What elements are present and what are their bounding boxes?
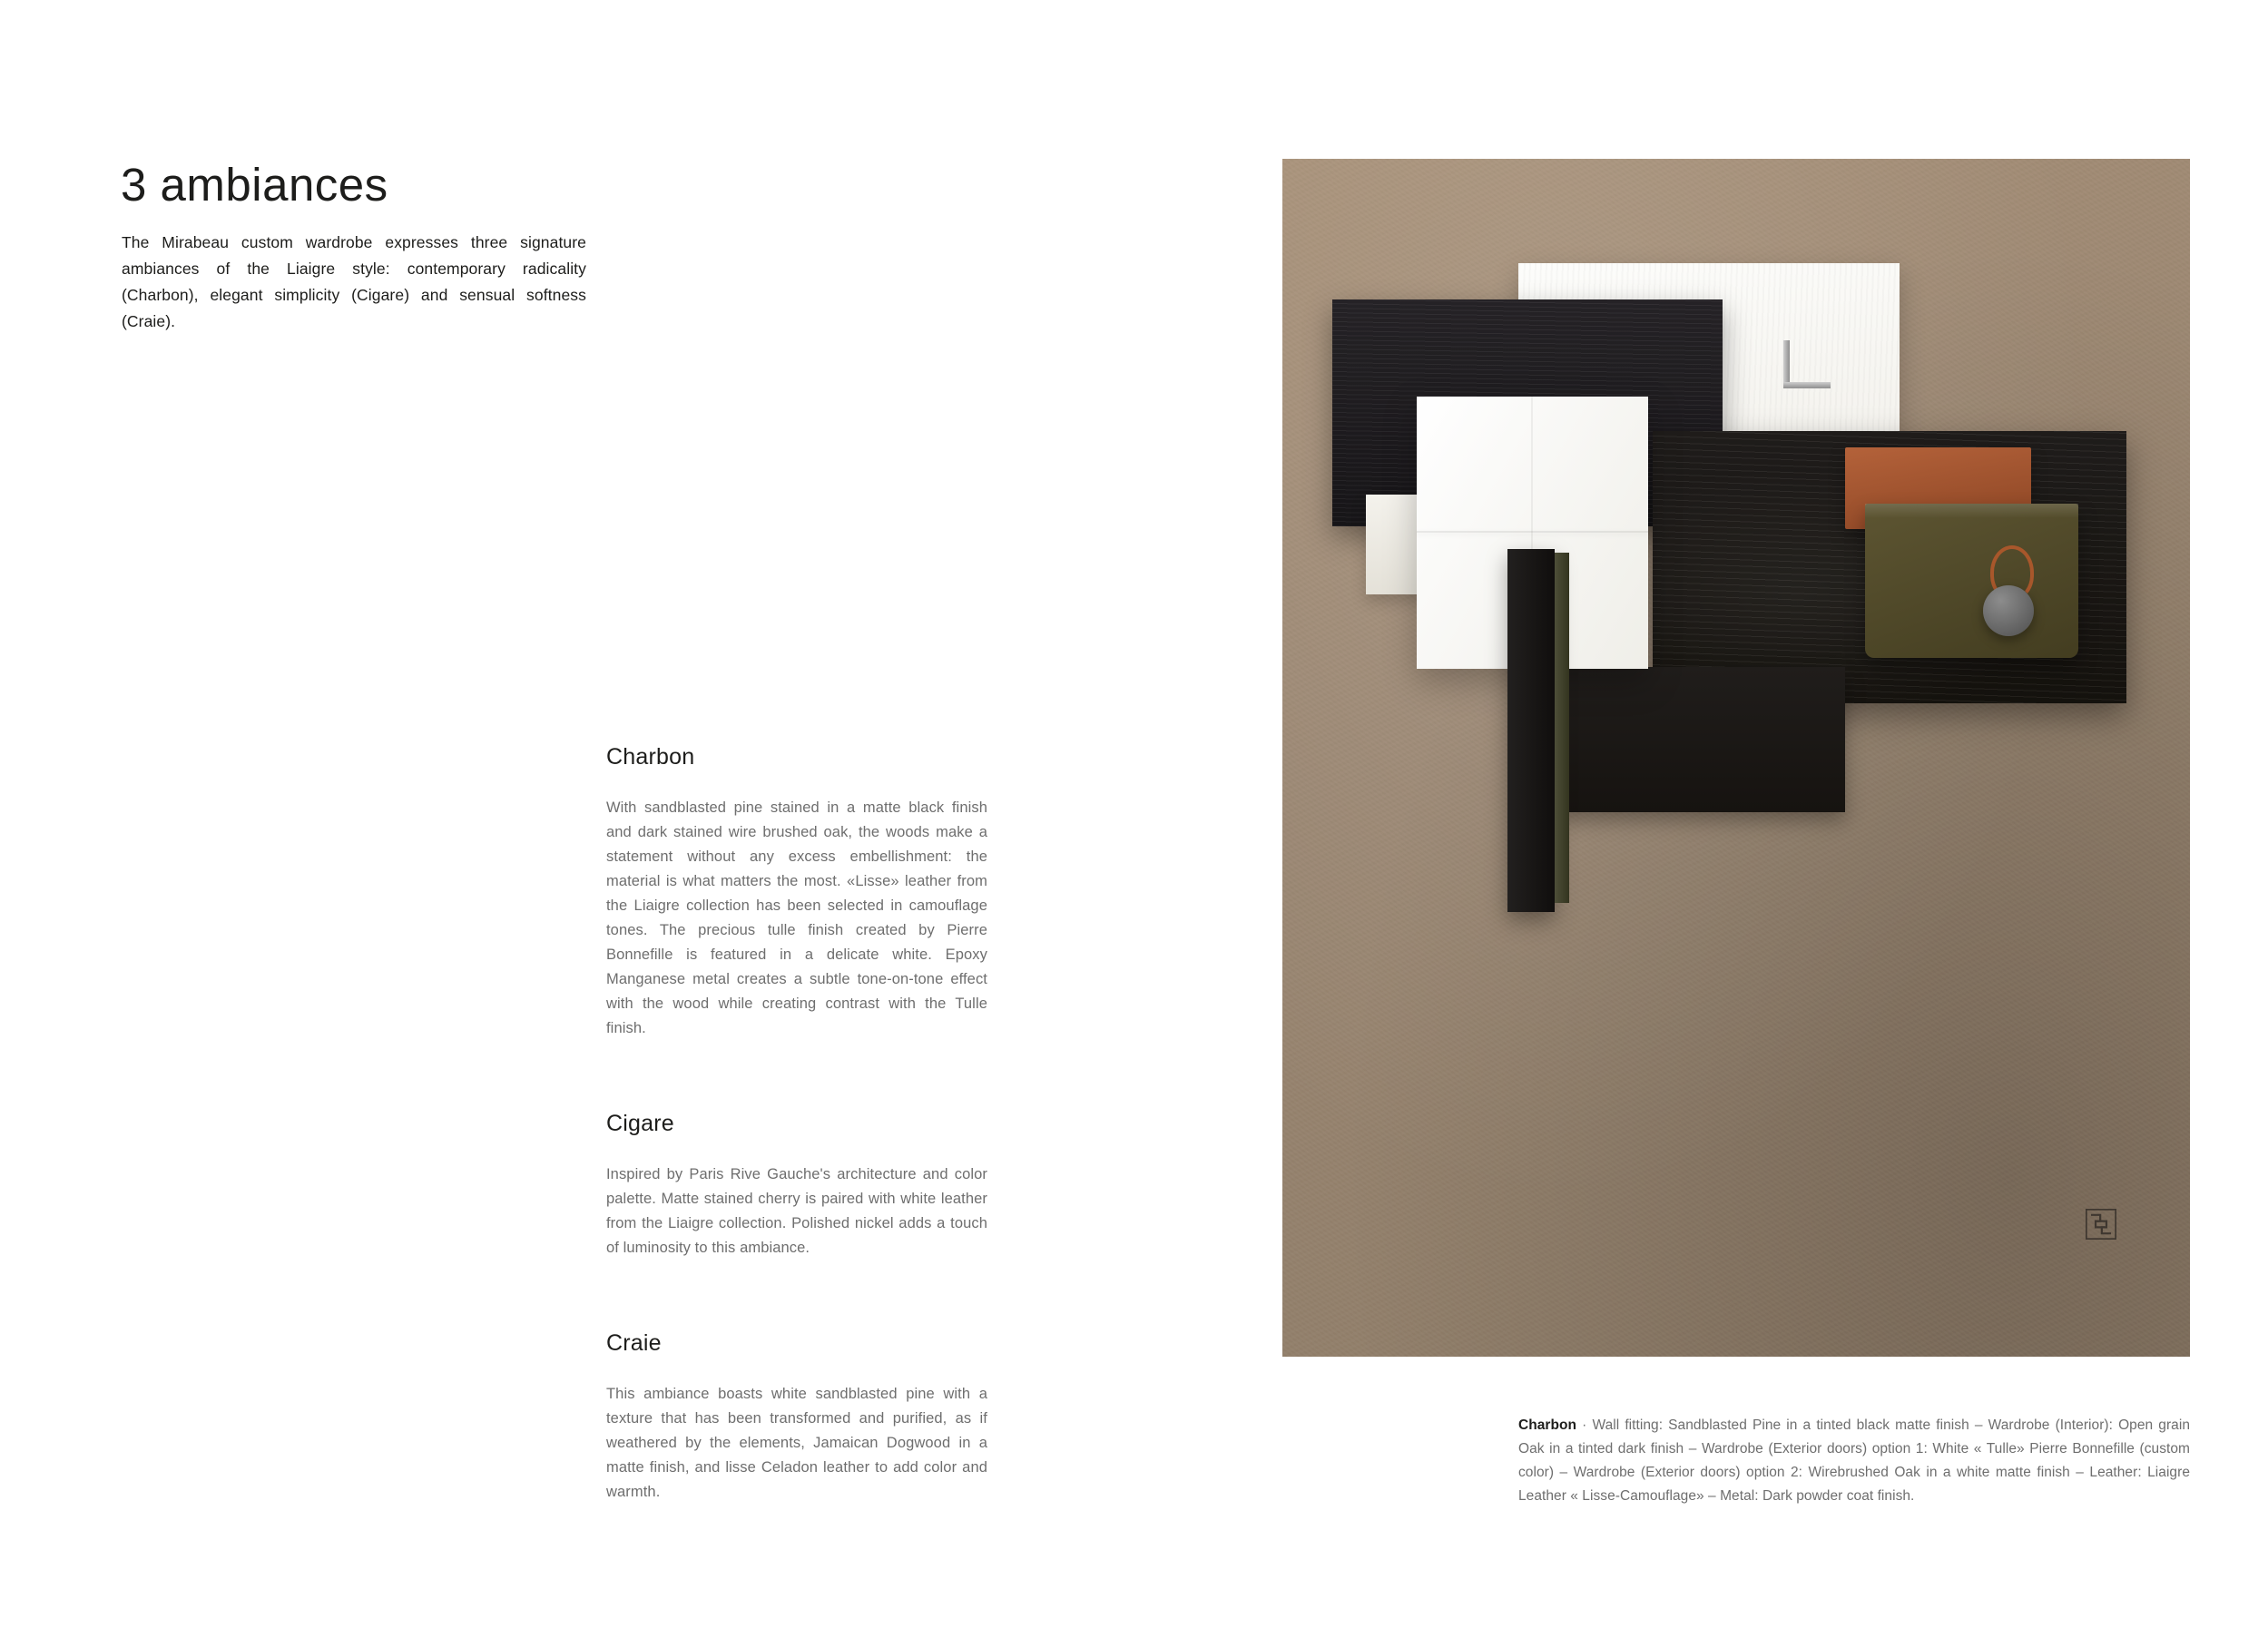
photo-caption-text: · Wall fitting: Sandblasted Pine in a tinted black matte finish – Wardrobe (Interior): Open grain Oak in a tinted dark finish – Wardrobe (Exterior doors) option 1: White « Tulle» Pierre Bonnefille (custom color) – Wardrobe (Exterior doors) option 2: Wirebrushed Oak in a white matte finish – Leather: Liaigre Leather « Lisse-Camouflage» – Metal: Dark powder coat finish. [1518,1417,2190,1504]
metal-tag-disc [1983,585,2034,636]
liaigre-logo-stamp-icon [2086,1209,2116,1240]
ambiance-block-craie [606,1330,987,1520]
ambiance-body-cigare: Inspired by Paris Rive Gauche's architecture and color palette. Matte stained cherry is paired with white leather from the Liaigre collection. Polished nickel adds a touch of luminosity to this ambiance. [606,1166,987,1256]
photo-caption [1518,1414,2190,1508]
swatch-pine-lower-edge [1555,667,1845,812]
metal-bracket-icon-horizontal [1783,382,1831,388]
ambiance-body-craie: This ambiance boasts white sandblasted pine with a texture that has been transformed and purified, as if weathered by the elements, Jamaican Dogwood in a matte finish, and lisse Celadon leather to add color and warmth. [606,1386,987,1500]
photo-caption-label: Charbon [1518,1417,1577,1433]
swatch-camouflage-leather [1865,504,2078,658]
swatch-olive-batten-edge [1555,553,1569,903]
metal-bracket-icon-vertical [1783,340,1790,387]
page-title: 3 ambiances [121,159,388,211]
material-moodboard-image [1282,159,2190,1357]
ambiance-title-craie: Craie [606,1330,662,1356]
intro-paragraph: The Mirabeau custom wardrobe expresses three signature ambiances of the Liaigre style: contemporary radicality (Charbon), elegant simplicity (Cigare) and sensual softness (Craie). [122,232,586,330]
ambiance-title-charbon: Charbon [606,744,695,770]
swatch-black-batten [1507,549,1555,912]
ambiance-body-charbon: With sandblasted pine stained in a matte black finish and dark stained wire brushed oak, the woods make a statement without any excess embellishment: the material is what matters the most. «Lisse» leather from the Liaigre collection has been selected in camouflage tones. The precious tulle finish created by Pierre Bonnefille is featured in a delicate white. Epoxy Manganese metal creates a subtle tone-on-tone effect with the wood while creating contrast with the Tulle finish. [606,799,987,1036]
ambiance-block-charbon [606,744,987,1056]
ambiance-title-cigare: Cigare [606,1111,674,1136]
ambiance-block-cigare [606,1111,987,1276]
